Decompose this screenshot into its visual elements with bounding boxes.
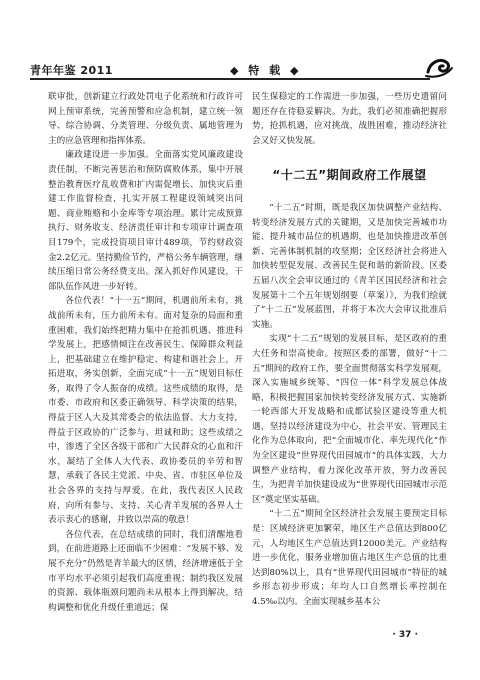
paragraph: 各位代表！“十一五”期间，机遇前所未有，挑战前所未有，压力前所未有。面对复杂的局面和重重困难，我们始终把精力集中在抢抓机遇、推进科学发展上，把感情倾注在改善民生、保障群众利益上，把基础建立在维护稳定、构建和谐社会上，开拓进取，务实创新，全面完成“十一五”规划目标任务，取得了令人振奋的成绩。这些成绩的取得，是市委、市政府和区委正确领导、科学决策的结果，得益于区人大及其常委会的依法监督、大力支持，得益于区政协的广泛参与、坦诚和助；这些成绩之中，渗透了全区各级干部和广大民群众的心血和汗水，凝结了全体人大代表、政协委员的辛劳和智慧，承载了各民主党派、中央、省、市驻区单位及社会各界的支持与厚爱。在此，我代表区人民政府，向所有参与、支持、关心青羊发展的各界人士表示衷心的感谢，并致以崇高的敬意！ <box>48 296 243 526</box>
journal-title: 青年年鉴 2011 <box>30 64 113 77</box>
paragraph: 廉政建设进一步加强。全面落实党风廉政建设责任制，不断完善惩治和预防腐败体系，集中开展整治教育医疗乱收费和扩内需促增长、加快灾后重建工作监督检查，扎实开展工程建设领域突出问题、商业贿赂和小金库等专项治理。累计完成预算执行、财务收支、经济责任审计和专项审计调查项目179个，完成投资项目审计489项，节约财政资金2.2亿元。坚持勤俭节约，严格公务车辆管理，继续压缩日常公务经费支出。深入抓好作风建设，干部队伍作风进一步好转。 <box>48 150 243 292</box>
paragraph: 联审批，创新建立行政处罚电子化系统和行政许可网上预审系统，完善预警和应急机制，建立统一领导、综合协调、分类管理、分级负责、属地管理为主的应急管理和指挥体系。 <box>48 92 243 146</box>
paragraph: “十二五”时期，既是我区加快调整产业结构、转变经济发展方式的关键期，又是加快完善城市功能、提升城市品位的机遇期，也是加快推进改革创新、完善体制机制的攻坚期；全区经济社会将进入加快转型促发展、改善民生促和谐的新阶段。区委五届八次全会审议通过的《青羊区国民经济和社会发展第十二个五年规划纲要（草案）》，为我们绘就了“十二五”发展蓝图，并将于本次大会审议批准后实施。 <box>252 202 447 330</box>
page-header <box>30 62 450 80</box>
page-number: · 37 · <box>392 630 418 640</box>
paragraph: “十二五”期间全区经济社会发展主要预定目标是：区域经济更加繁荣，地区生产总值达到800亿元，人均地区生产总值达到12000美元。产业结构进一步优化，服务业增加值占地区生产总值的比重达到80%以上，具有“世界现代田园城市”特征的城乡形态初步形成；年均人口自然增长率控制在4.5‰以内。全面实现城乡基本公 <box>252 509 447 607</box>
section-heading: “十二五”期间政府工作展望 <box>272 168 427 183</box>
paragraph: 民生保稳定的工作需进一步加强，一些历史遗留问题还存在待稳妥解决。为此，我们必须准确把握形势，抢抓机遇，应对挑战，战胜困难，推动经济社会又好又快发展。 <box>252 92 447 146</box>
right-column <box>252 90 447 610</box>
section-label: ◆ 特 载 ◆ <box>230 64 302 77</box>
paragraph: 各位代表，在总结成绩的同时，我们清醒地看到，在前进道路上还面临不少困难：“发展不够、发展不充分”仍然是青羊最大的区情，经济增速低于全市平均水平必须引起我们高度重视；制约我区发展的资源、载体瓶颈问题尚未从根本上得到解决，结构调整和优化升级任重道远；保 <box>48 529 243 613</box>
swirl-logo-icon <box>424 54 454 80</box>
left-column <box>48 90 243 615</box>
header-rule <box>30 78 430 80</box>
paragraph: 实现“十二五”规划的发展目标，是区政府的重大任务和崇高使命。按照区委的部署，做好“十二五”期间的政府工作，要全面贯彻落实科学发展观，深入实施城乡统筹、“四位一体”科学发展总体战略，积极把握国家加快转变经济发展方式、实施新一轮西部大开发战略和成都试验区建设等重大机遇，坚持以经济建设为中心，社会平安、管理民主化作为总体取向，把“全面城市化、率先现代化”作为全区建设“世界现代田园城市”的具体实践，大力调整产业结构，着力深化改革开放，努力改善民生，为把青羊加快建设成为“世界现代田园城市示范区”奠定坚实基础。 <box>252 334 447 505</box>
